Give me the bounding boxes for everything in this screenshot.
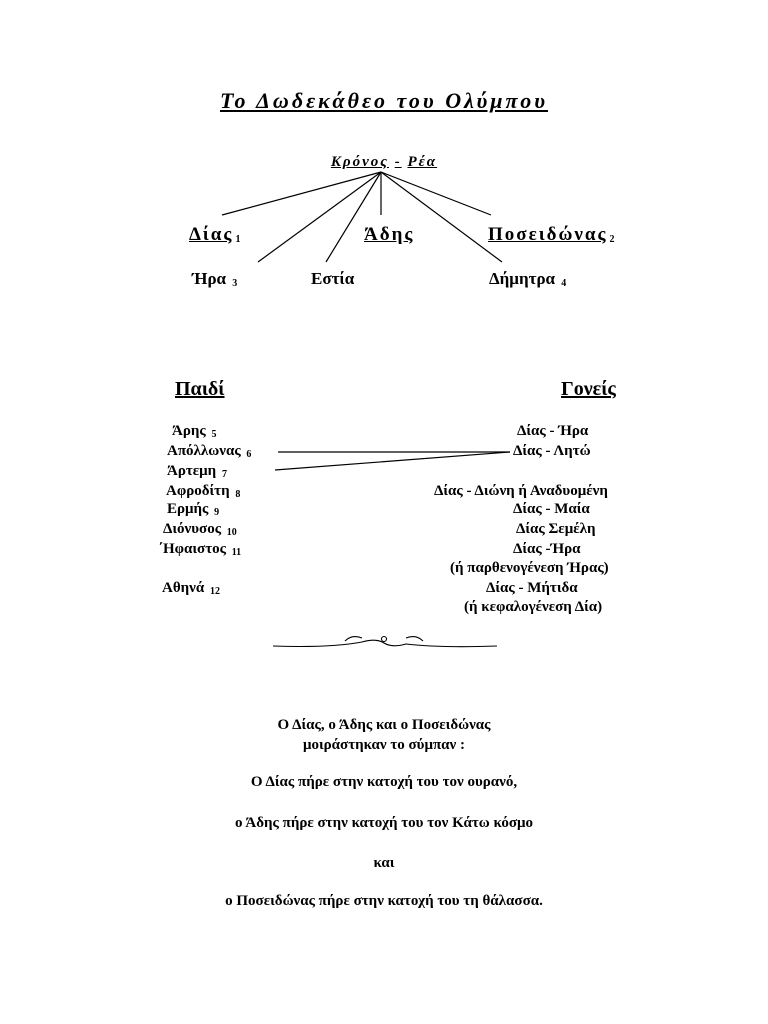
parents-hephaestus: Δίας -Ήρα <box>513 541 581 557</box>
god-zeus: Δίας $_1$ <box>189 224 243 245</box>
god-hades: Άδης <box>364 224 415 245</box>
branch-to-demeter <box>381 172 502 262</box>
parents-apollo-artemis: Δίας - Λητώ <box>513 443 591 459</box>
god-hestia: Εστία <box>311 269 355 288</box>
branch-to-poseidon <box>381 172 491 215</box>
parents-aphrodite: Δίας - Διώνη ή Αναδυομένη <box>434 483 608 499</box>
child-artemis: Άρτεμη $_7$ <box>167 463 227 480</box>
god-poseidon: Ποσειδώνας $_2$ <box>488 224 617 245</box>
parents-hermes: Δίας - Μαία <box>513 501 590 517</box>
god-demeter: Δήμητρα $_4$ <box>489 269 567 289</box>
parent-rhea: Ρέα <box>407 154 438 170</box>
branch-to-zeus <box>222 172 381 215</box>
text-line-1: Ο Δίας, ο Άδης και ο Ποσειδώνας <box>277 717 491 733</box>
child-dionysus: Διόνυσος $_{10}$ <box>163 521 237 538</box>
link-artemis-parents <box>275 452 510 470</box>
parents-ares: Δίας - Ήρα <box>517 423 589 439</box>
page-title: Το Δωδεκάθεο του Ολύμπου <box>220 88 548 113</box>
text-line-3: Ο Δίας πήρε στην κατοχή του τον ουρανό, <box>250 774 518 790</box>
child-athena: Αθηνά $_{12}$ <box>162 580 221 597</box>
parents-dionysus: Δίας Σεμέλη <box>516 521 596 537</box>
child-hermes: Ερμής $_9$ <box>167 501 220 518</box>
text-line-6: ο Ποσειδώνας πήρε στην κατοχή του τη θάλασσα. <box>225 893 543 909</box>
child-aphrodite: Αφροδίτη $_8$ <box>166 483 241 500</box>
parent-separator: - <box>394 154 402 170</box>
text-line-5: και <box>373 855 395 871</box>
branch-to-hestia <box>326 172 381 262</box>
parents-column-header: Γονείς <box>561 378 616 400</box>
child-column-header: Παιδί <box>175 378 225 400</box>
ornament-divider <box>273 637 497 647</box>
child-hephaestus: ΄Ηφαιστος $_{11}$ <box>158 541 242 558</box>
text-line-2: μοιράστηκαν το σύμπαν : <box>302 737 465 753</box>
branch-to-hera <box>258 172 381 262</box>
parents-hephaestus-note: (ή παρθενογένεση Ήρας) <box>450 560 609 576</box>
parents-athena-note: (ή κεφαλογένεση Δία) <box>464 599 603 615</box>
child-ares: Άρης $_5$ <box>172 423 217 440</box>
parent-kronos: Κρόνος <box>330 154 389 170</box>
parents-athena: Δίας - Μήτιδα <box>486 580 578 596</box>
god-hera: Ήρα $_3$ <box>192 269 238 289</box>
child-apollo: Απόλλωνας $_6$ <box>167 443 252 460</box>
text-line-4: ο Άδης πήρε στην κατοχή του τον Κάτω κόσμο <box>234 815 534 831</box>
